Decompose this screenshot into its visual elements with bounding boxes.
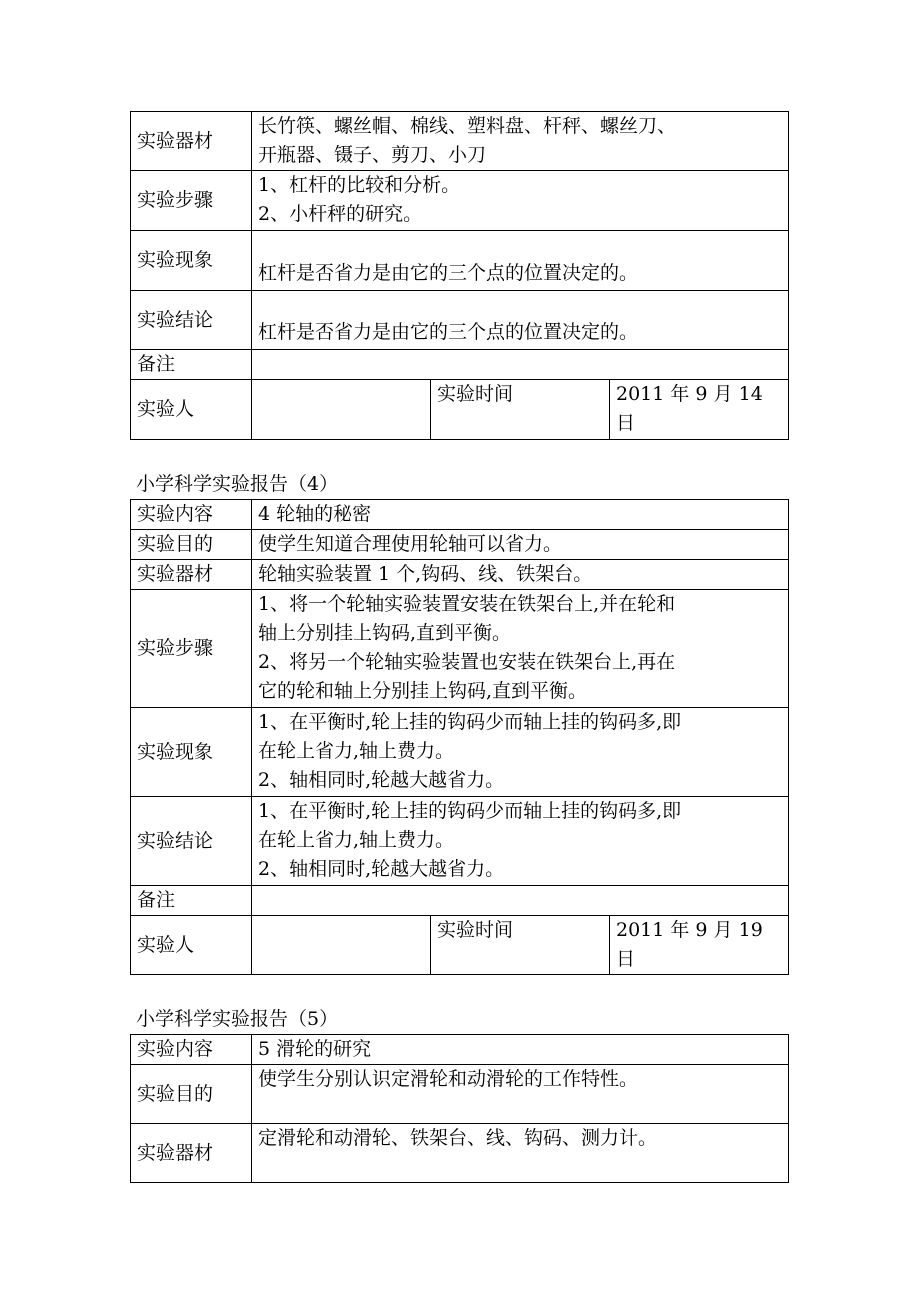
notes-label: 备注 [131,350,252,380]
steps-line: 2、将另一个轮轴实验装置也安装在铁架台上,再在 [258,651,676,673]
notes-value [252,350,789,380]
content-label: 实验内容 [131,1035,252,1065]
conclusion-line: 在轮上省力,轴上费力。 [258,829,455,851]
phenomenon-line: 2、轴相同时,轮越大越省力。 [258,769,505,791]
steps-label: 实验步骤 [131,590,252,708]
equipment-line: 开瓶器、镊子、剪刀、小刀 [258,144,487,166]
steps-line: 它的轮和轴上分别挂上钩码,直到平衡。 [258,680,588,702]
report4-table [130,499,789,975]
phenomenon-line: 在轮上省力,轴上费力。 [258,740,455,762]
conclusion-value [252,797,789,886]
equipment-value: 定滑轮和动滑轮、铁架台、线、钩码、测力计。 [252,1124,789,1183]
time-label: 实验时间 [431,380,610,440]
content-value: 4 轮轴的秘密 [252,500,789,530]
phenomenon-label: 实验现象 [131,231,252,291]
steps-label: 实验步骤 [131,171,252,231]
purpose-label: 实验目的 [131,1065,252,1124]
content-label: 实验内容 [131,500,252,530]
date-value [610,380,789,440]
date-line: 2011 年 9 月 14 [616,383,763,405]
time-label: 实验时间 [431,916,610,975]
steps-value [252,590,789,708]
date-line: 日 [616,948,636,970]
person-value [252,916,431,975]
conclusion-line: 1、在平衡时,轮上挂的钩码少而轴上挂的钩码多,即 [258,800,682,822]
purpose-label: 实验目的 [131,530,252,560]
phenomenon-line: 1、在平衡时,轮上挂的钩码少而轴上挂的钩码多,即 [258,711,682,733]
conclusion-value: 杠杆是否省力是由它的三个点的位置决定的。 [252,291,789,350]
equipment-label: 实验器材 [131,560,252,590]
phenomenon-value [252,708,789,797]
purpose-value: 使学生分别认识定滑轮和动滑轮的工作特性。 [252,1065,789,1124]
report5-table [130,1034,789,1183]
steps-line: 1、杠杆的比较和分析。 [258,174,461,196]
person-label: 实验人 [131,380,252,440]
date-line: 日 [616,412,636,434]
equipment-label: 实验器材 [131,1124,252,1183]
conclusion-label: 实验结论 [131,291,252,350]
purpose-value: 使学生知道合理使用轮轴可以省力。 [252,530,789,560]
person-label: 实验人 [131,916,252,975]
person-value [252,380,431,440]
phenomenon-value: 杠杆是否省力是由它的三个点的位置决定的。 [252,231,789,291]
report4-title: 小学科学实验报告（4） [136,473,339,495]
equipment-label: 实验器材 [131,112,252,171]
content-value: 5 滑轮的研究 [252,1035,789,1065]
report3-table [130,111,789,440]
steps-line: 2、小杆秤的研究。 [258,203,423,225]
steps-value [252,171,789,231]
notes-label: 备注 [131,886,252,916]
report5-title: 小学科学实验报告（5） [136,1008,339,1030]
date-value [610,916,789,975]
conclusion-line: 2、轴相同时,轮越大越省力。 [258,858,505,880]
notes-value [252,886,789,916]
steps-line: 1、将一个轮轴实验装置安装在铁架台上,并在轮和 [258,593,676,615]
steps-line: 轴上分别挂上钩码,直到平衡。 [258,622,512,644]
phenomenon-label: 实验现象 [131,708,252,797]
date-line: 2011 年 9 月 19 [616,919,763,941]
conclusion-label: 实验结论 [131,797,252,886]
equipment-value: 轮轴实验装置 1 个,钩码、线、铁架台。 [252,560,789,590]
equipment-line: 长竹筷、螺丝帽、棉线、塑料盘、杆秤、螺丝刀、 [258,115,677,137]
equipment-value [252,112,789,171]
